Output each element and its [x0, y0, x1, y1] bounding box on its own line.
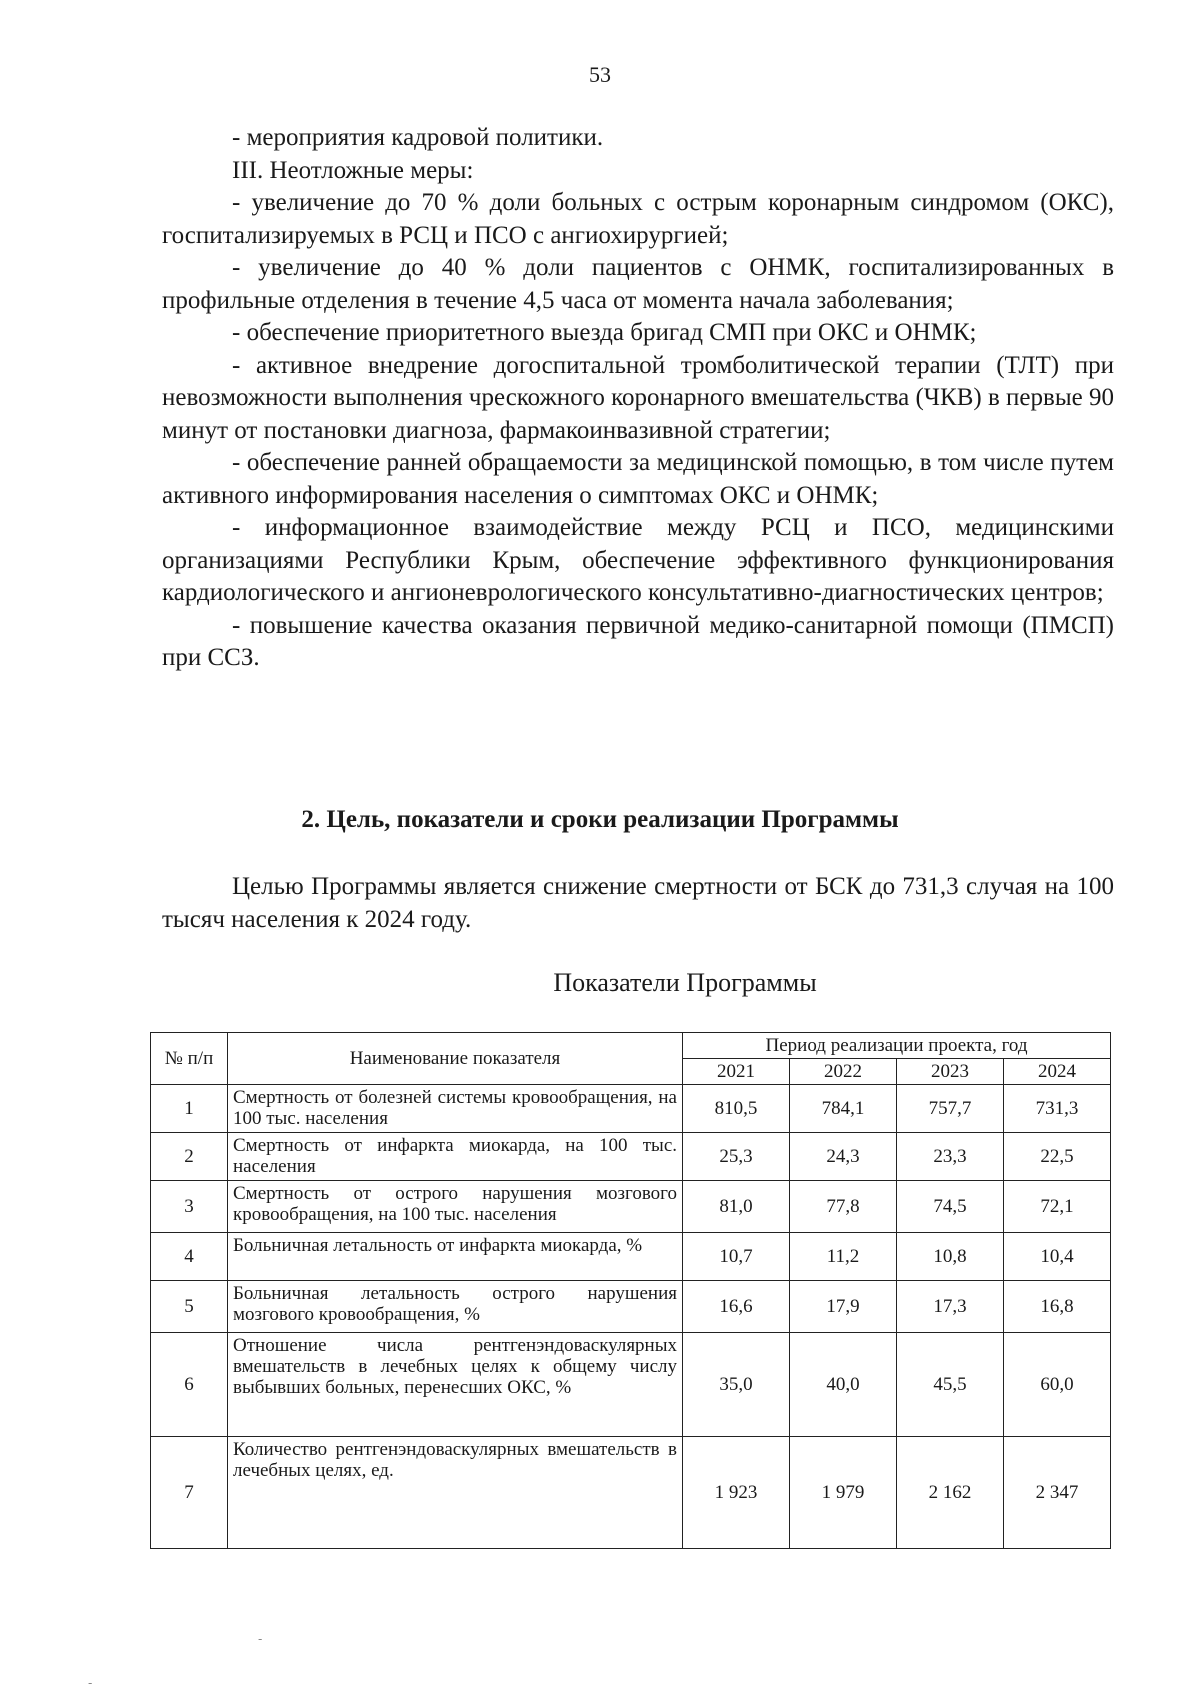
- value-cell: 731,3: [1004, 1085, 1111, 1133]
- year-header: 2024: [1004, 1059, 1111, 1085]
- row-num: 6: [151, 1333, 228, 1437]
- value-cell: 45,5: [897, 1333, 1004, 1437]
- paragraph: - обеспечение ранней обращаемости за медицинской помощью, в том числе путем активного информирования населения о симптомах ОКС и ОНМК;: [162, 449, 1114, 509]
- value-cell: 17,3: [897, 1281, 1004, 1333]
- value-cell: 10,4: [1004, 1233, 1111, 1281]
- paragraph: - активное внедрение догоспитальной тромболитической терапии (ТЛТ) при невозможности выполнения чрескожного коронарного вмешательства (ЧКВ) в первые 90 минут от постановки диагноза, фармакоинвазивной стратегии;: [162, 351, 1114, 444]
- value-cell: 25,3: [683, 1133, 790, 1181]
- scan-artifact: -: [258, 1632, 263, 1646]
- value-cell: 60,0: [1004, 1333, 1111, 1437]
- value-cell: 22,5: [1004, 1133, 1111, 1181]
- value-cell: 77,8: [790, 1181, 897, 1233]
- value-cell: 24,3: [790, 1133, 897, 1181]
- value-cell: 16,6: [683, 1281, 790, 1333]
- row-num: 3: [151, 1181, 228, 1233]
- paragraph: - повышение качества оказания первичной медико-санитарной помощи (ПМСП) при ССЗ.: [162, 611, 1114, 671]
- indicator-name: Количество рентгенэндоваскулярных вмешательств в лечебных целях, ед.: [228, 1437, 683, 1549]
- paragraph: - увеличение до 70 % доли больных с острым коронарным синдромом (ОКС), госпитализируемых в РСЦ и ПСО с ангиохирургией;: [162, 189, 1114, 249]
- indicator-name: Смертность от инфаркта миокарда, на 100 тыс. населения: [228, 1133, 683, 1181]
- section-heading: 2. Цель, показатели и сроки реализации Программы: [301, 806, 899, 833]
- table-row: [151, 1281, 1111, 1333]
- value-cell: 784,1: [790, 1085, 897, 1133]
- value-cell: 2 347: [1004, 1437, 1111, 1549]
- value-cell: 810,5: [683, 1085, 790, 1133]
- paragraph: - увеличение до 40 % доли пациентов с ОНМК, госпитализированных в профильные отделения в течение 4,5 часа от момента начала заболевания;: [162, 254, 1114, 314]
- table-row: [151, 1181, 1111, 1233]
- row-num: 1: [151, 1085, 228, 1133]
- table-caption: Показатели Программы: [553, 968, 817, 997]
- value-cell: 81,0: [683, 1181, 790, 1233]
- paragraph: III. Неотложные меры:: [232, 156, 474, 184]
- value-cell: 2 162: [897, 1437, 1004, 1549]
- page-number: 53: [589, 62, 611, 87]
- col-num-header: № п/п: [151, 1033, 228, 1085]
- value-cell: 74,5: [897, 1181, 1004, 1233]
- table-row: [151, 1085, 1111, 1133]
- year-header: 2023: [897, 1059, 1004, 1085]
- value-cell: 35,0: [683, 1333, 790, 1437]
- value-cell: 1 923: [683, 1437, 790, 1549]
- table-row: [151, 1333, 1111, 1437]
- value-cell: 11,2: [790, 1233, 897, 1281]
- paragraph: - обеспечение приоритетного выезда бригад СМП при ОКС и ОНМК;: [232, 319, 977, 346]
- goal-statement: [162, 871, 1114, 936]
- indicator-name: Отношение числа рентгенэндоваскулярных вмешательств в лечебных целях к общему числу выбывших больных, перенесших ОКС, %: [228, 1333, 683, 1437]
- value-cell: 10,8: [897, 1233, 1004, 1281]
- indicator-name: Смертность от болезней системы кровообращения, на 100 тыс. населения: [228, 1085, 683, 1133]
- col-period-header: Период реализации проекта, год: [683, 1033, 1111, 1059]
- table-row: [151, 1233, 1111, 1281]
- value-cell: 1 979: [790, 1437, 897, 1549]
- row-num: 7: [151, 1437, 228, 1549]
- indicator-name: Больничная летальность от инфаркта миокарда, %: [228, 1233, 683, 1281]
- indicators-table: [150, 1032, 1111, 1549]
- scan-artifact: -: [88, 1676, 93, 1690]
- value-cell: 23,3: [897, 1133, 1004, 1181]
- value-cell: 72,1: [1004, 1181, 1111, 1233]
- value-cell: 757,7: [897, 1085, 1004, 1133]
- row-num: 5: [151, 1281, 228, 1333]
- table-header-row: [151, 1033, 1111, 1059]
- paragraph: - мероприятия кадровой политики.: [232, 124, 604, 151]
- value-cell: 16,8: [1004, 1281, 1111, 1333]
- paragraph: - информационное взаимодействие между РСЦ и ПСО, медицинскими организациями Республики Крым, обеспечение эффективного функционирования кардиологического и ангионеврологического консультативно-диагностических центров;: [162, 514, 1114, 606]
- goal-text: Целью Программы является снижение смертности от БСК до 731,3 случая на 100 тысяч населения к 2024 году.: [162, 873, 1114, 933]
- row-num: 2: [151, 1133, 228, 1181]
- row-num: 4: [151, 1233, 228, 1281]
- value-cell: 10,7: [683, 1233, 790, 1281]
- indicator-name: Больничная летальность острого нарушения мозгового кровообращения, %: [228, 1281, 683, 1333]
- value-cell: 17,9: [790, 1281, 897, 1333]
- value-cell: 40,0: [790, 1333, 897, 1437]
- year-header: 2021: [683, 1059, 790, 1085]
- year-header: 2022: [790, 1059, 897, 1085]
- body-text: [162, 122, 1114, 675]
- table-row: [151, 1133, 1111, 1181]
- col-name-header: Наименование показателя: [228, 1033, 683, 1085]
- table-row: [151, 1437, 1111, 1549]
- indicator-name: Смертность от острого нарушения мозгового кровообращения, на 100 тыс. населения: [228, 1181, 683, 1233]
